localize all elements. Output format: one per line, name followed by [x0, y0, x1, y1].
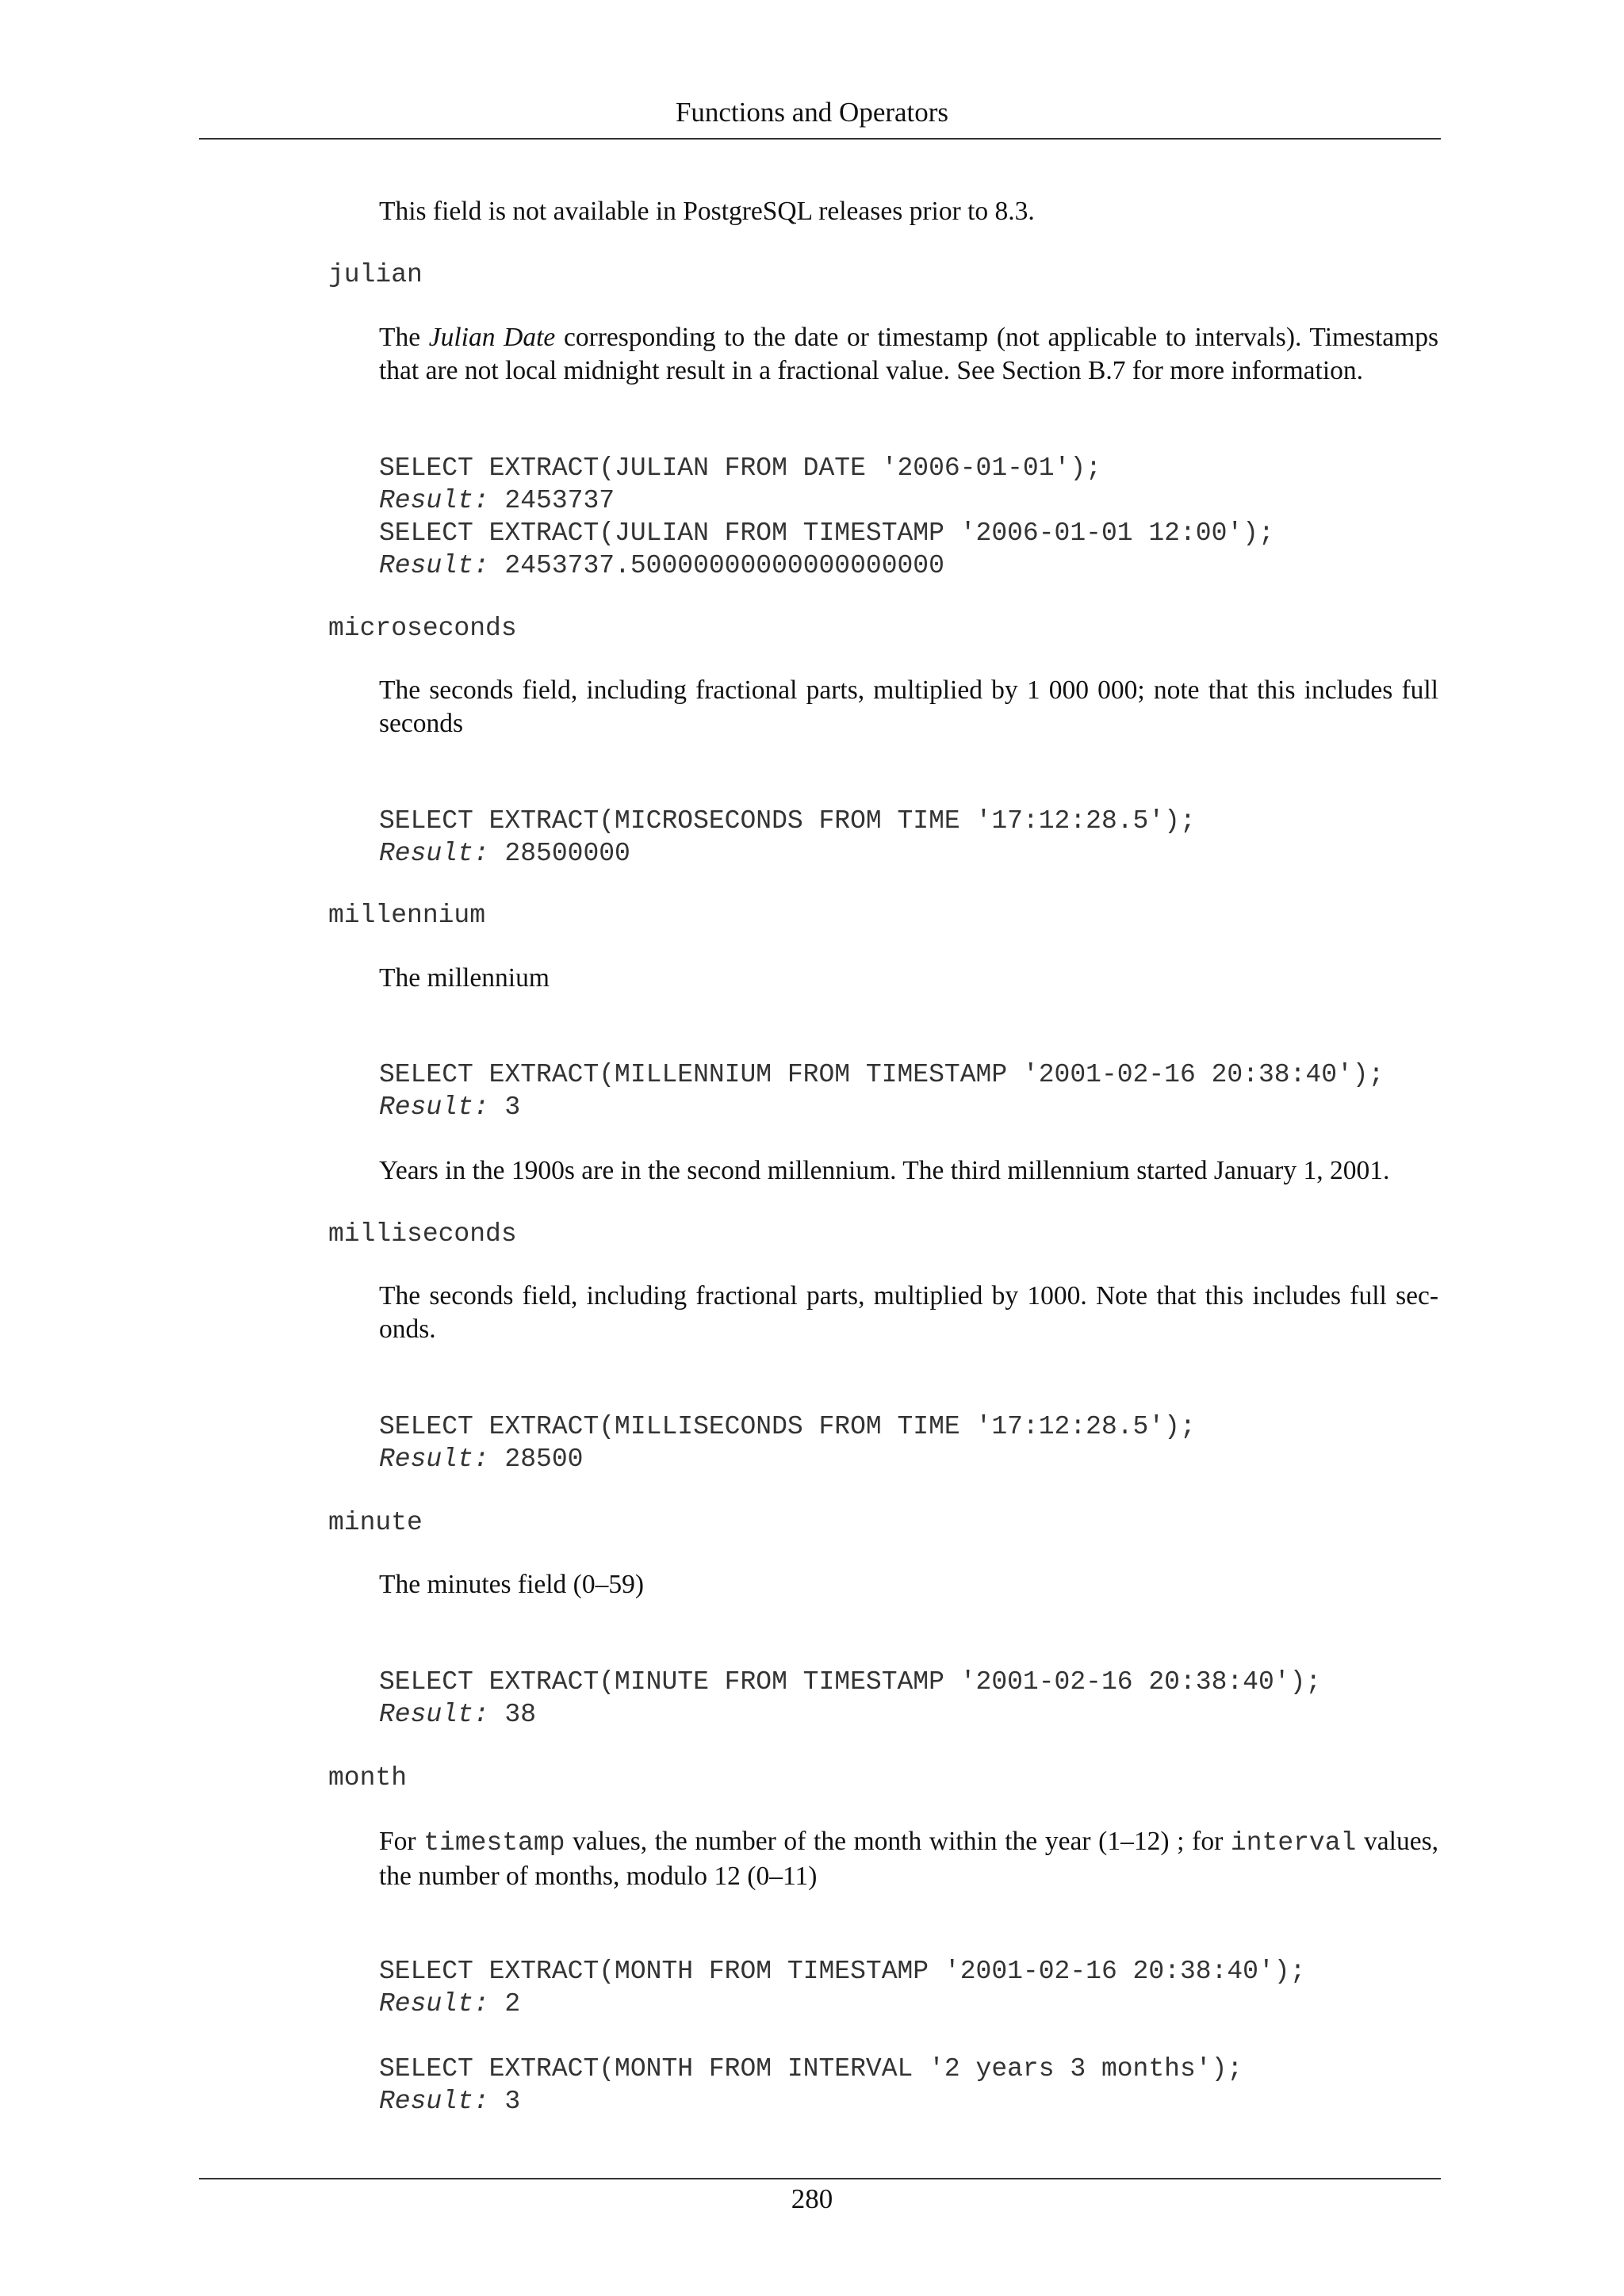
code-result-line	[379, 1443, 1442, 1475]
page-header-title: Functions and Operators	[675, 97, 949, 128]
code-result-line	[379, 2085, 1442, 2118]
term-month: month	[328, 1763, 408, 1793]
julian-code-block	[379, 452, 1442, 582]
microseconds-description: The seconds field, including fractional parts, multiplied by 1 000 000; note that this includes full seconds	[379, 675, 1438, 738]
header-divider	[199, 138, 1441, 140]
code-line: SELECT EXTRACT(JULIAN FROM TIMESTAMP '2006-01-01 12:00');	[379, 519, 1274, 548]
code-line: SELECT EXTRACT(MONTH FROM INTERVAL '2 years 3 months');	[379, 2054, 1243, 2084]
code-result-line	[379, 837, 1442, 870]
millennium-note: Years in the 1900s are in the second millennium. The third millennium started January 1, 2001.	[379, 1156, 1390, 1185]
month-desc-part: values, the number of the month within the year (1–12) ; for	[565, 1827, 1231, 1856]
code-line: SELECT EXTRACT(MILLISECONDS FROM TIME '17:12:28.5');	[379, 1412, 1196, 1441]
month-code-block	[379, 1955, 1442, 2118]
code-result-line	[379, 1091, 1442, 1123]
result-label: Result:	[379, 486, 489, 515]
millennium-code-block	[379, 1058, 1442, 1123]
code-result-line	[379, 484, 1442, 517]
result-label: Result:	[379, 1989, 489, 2019]
minute-code-block	[379, 1666, 1442, 1731]
result-label: Result:	[379, 839, 489, 868]
code-result-line	[379, 1698, 1442, 1731]
milliseconds-code-block	[379, 1410, 1442, 1475]
microseconds-code-block	[379, 805, 1442, 870]
code-line: SELECT EXTRACT(MONTH FROM TIMESTAMP '2001-02-16 20:38:40');	[379, 1957, 1306, 1986]
code-result-line	[379, 549, 1442, 582]
inline-code-timestamp: timestamp	[423, 1828, 565, 1858]
code-result-line	[379, 1988, 1442, 2020]
result-value: 2453737	[488, 486, 615, 515]
result-label: Result:	[379, 1700, 489, 1729]
term-milliseconds: milliseconds	[328, 1219, 517, 1249]
millennium-description: The millennium	[379, 963, 550, 993]
code-line: SELECT EXTRACT(JULIAN FROM DATE '2006-01-01');	[379, 453, 1101, 483]
result-value: 28500000	[488, 839, 630, 868]
code-line: SELECT EXTRACT(MICROSECONDS FROM TIME '17:12:28.5');	[379, 806, 1196, 836]
code-line: SELECT EXTRACT(MILLENNIUM FROM TIMESTAMP '2001-02-16 20:38:40');	[379, 1060, 1385, 1089]
result-label: Result:	[379, 2087, 489, 2116]
result-label: Result:	[379, 1445, 489, 1474]
code-blank-line	[379, 2020, 1442, 2053]
term-minute: minute	[328, 1508, 423, 1537]
result-label: Result:	[379, 551, 489, 580]
result-value: 3	[488, 2087, 521, 2116]
month-description	[379, 1825, 1438, 1893]
term-julian: julian	[328, 260, 423, 289]
intro-note: This field is not available in PostgreSQL releases prior to 8.3.	[379, 197, 1035, 226]
code-line: SELECT EXTRACT(MINUTE FROM TIMESTAMP '2001-02-16 20:38:40');	[379, 1667, 1322, 1697]
month-desc-part: values, the number of months, modulo 12 (0–11)	[379, 1827, 1438, 1891]
term-millennium: millennium	[328, 901, 486, 930]
inline-code-interval: interval	[1230, 1828, 1357, 1858]
milliseconds-description: The seconds field, including fractional parts, multiplied by 1000. Note that this includes full sec-onds.	[379, 1281, 1438, 1344]
footer-divider	[199, 2178, 1441, 2179]
julian-desc-pre: The	[379, 323, 429, 352]
result-value: 3	[488, 1093, 521, 1122]
page-number: 280	[791, 2183, 833, 2214]
minute-description: The minutes field (0–59)	[379, 1570, 644, 1599]
julian-date-emphasis: Julian Date	[428, 323, 556, 352]
julian-desc-post: corresponding to the date or timestamp (not applicable to intervals). Timestamps that are not local midnight result in a fractional value. See Section B.7 for more information.	[379, 323, 1438, 385]
result-value: 2453737.50000000000000000000	[488, 551, 944, 580]
month-desc-part: For	[379, 1827, 424, 1856]
result-value: 2	[488, 1989, 521, 2019]
result-value: 28500	[488, 1445, 584, 1474]
term-microseconds: microseconds	[328, 614, 517, 643]
result-label: Result:	[379, 1093, 489, 1122]
julian-description	[379, 321, 1438, 388]
result-value: 38	[488, 1700, 537, 1729]
